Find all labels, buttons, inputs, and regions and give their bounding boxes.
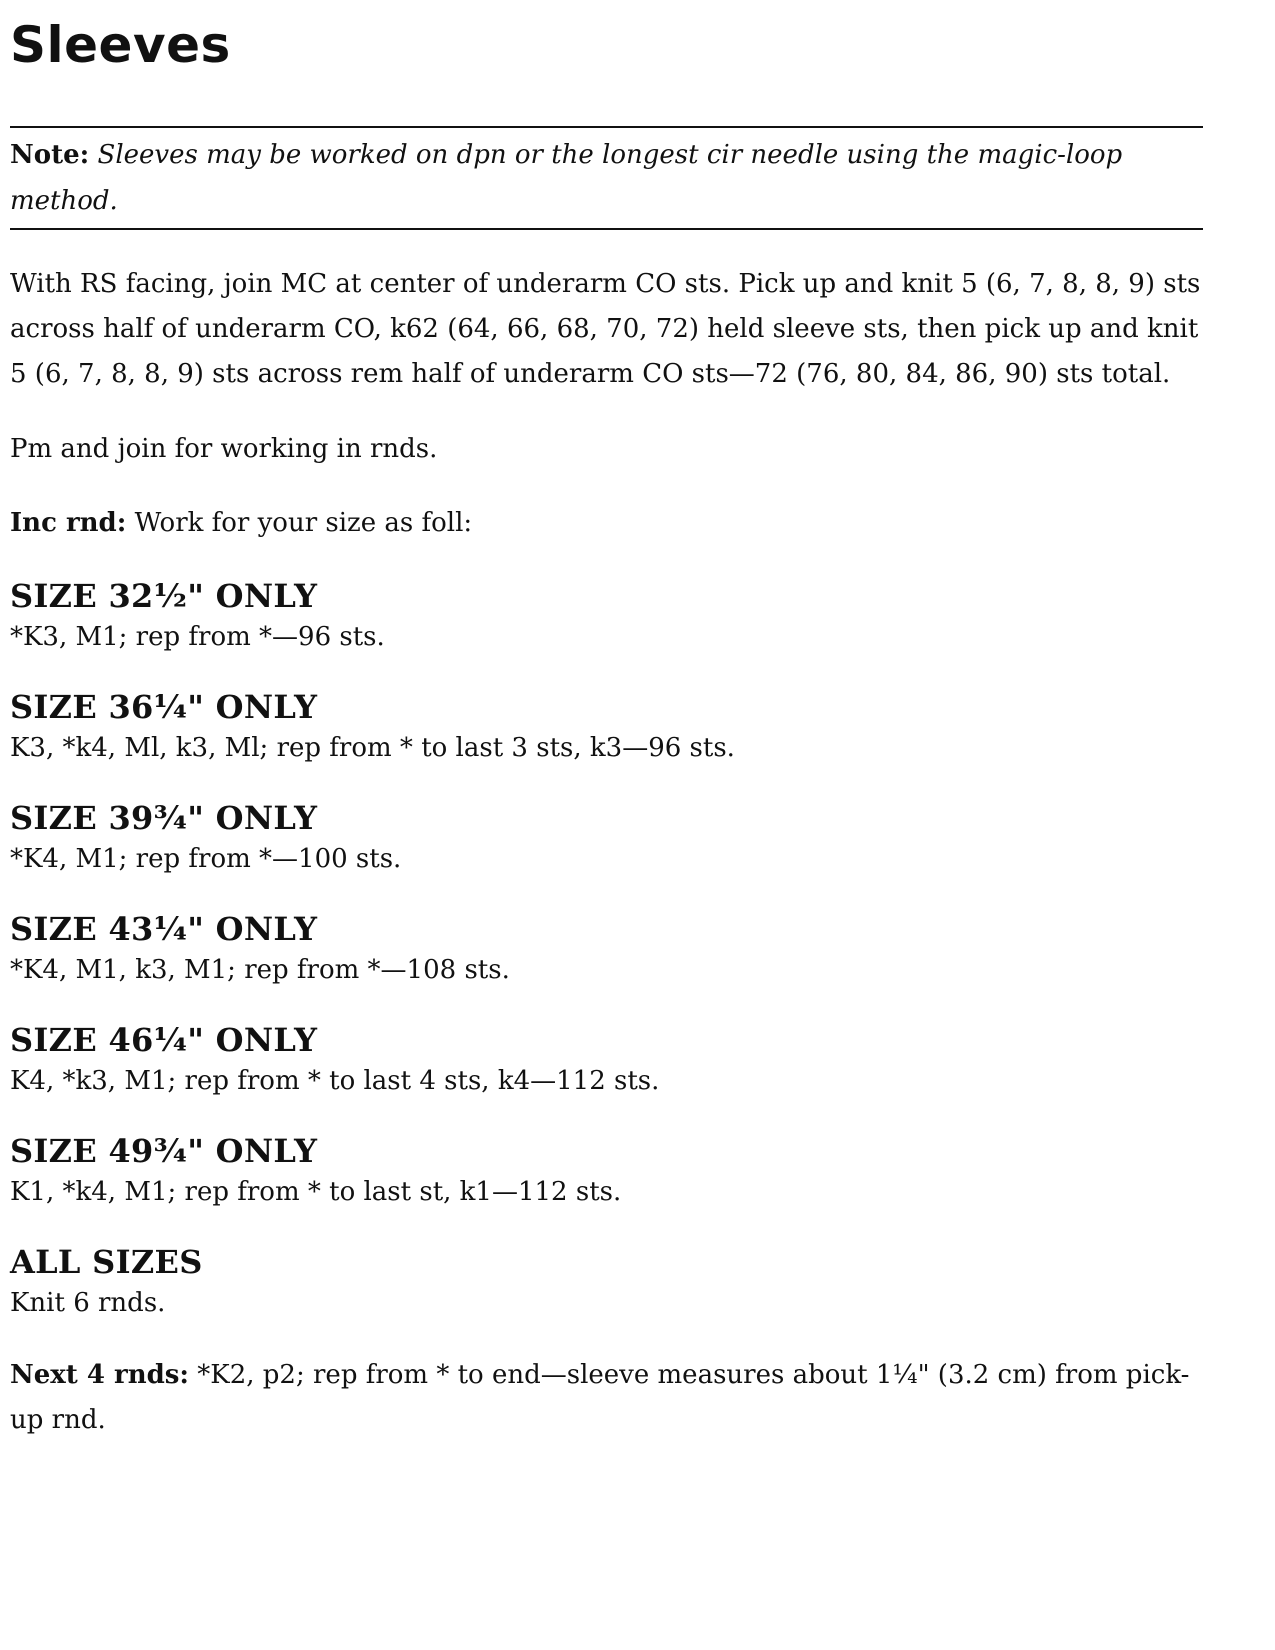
size-heading: SIZE 39¾" ONLY	[10, 799, 318, 837]
size-heading: SIZE 36¼" ONLY	[10, 688, 318, 726]
size-instruction: Knit 6 rnds.	[10, 1288, 166, 1318]
size-heading: SIZE 49¾" ONLY	[10, 1132, 318, 1170]
note-text: Sleeves may be worked on dpn or the longest cir needle using the magic-loop method.	[10, 140, 1123, 216]
size-section-49-75	[10, 1130, 1203, 1212]
next-rnds-paragraph	[10, 1353, 1203, 1443]
inc-rnd-label: Inc rnd:	[10, 508, 127, 538]
page-title: Sleeves	[10, 16, 231, 74]
note-box	[10, 126, 1203, 230]
size-heading: ALL SIZES	[10, 1243, 203, 1281]
size-section-32-5	[10, 575, 1203, 657]
size-instruction: *K3, M1; rep from *—96 sts.	[10, 622, 385, 652]
size-section-43-25	[10, 908, 1203, 990]
inc-rnd-paragraph	[10, 501, 1203, 546]
join-paragraph: Pm and join for working in rnds.	[10, 434, 438, 464]
size-instruction: K4, *k3, M1; rep from * to last 4 sts, k4—112 sts.	[10, 1066, 660, 1096]
note-label: Note:	[10, 140, 90, 170]
size-instruction: K3, *k4, Ml, k3, Ml; rep from * to last 3 sts, k3—96 sts.	[10, 733, 735, 763]
intro-paragraph: With RS facing, join MC at center of underarm CO sts. Pick up and knit 5 (6, 7, 8, 8, 9) sts across half of underarm CO, k62 (64, 66, 68, 70, 72) held sleeve sts, then pick up and knit 5 (6, 7, 8, 8, 9) sts across rem half of underarm CO sts—72 (76, 80, 84, 86, 90) sts total.	[10, 269, 1201, 389]
next-rnds-label: Next 4 rnds:	[10, 1360, 190, 1390]
next-rnds-text: *K2, p2; rep from * to end—sleeve measures about 1¼" (3.2 cm) from pick-up rnd.	[10, 1360, 1190, 1435]
size-instruction: *K4, M1, k3, M1; rep from *—108 sts.	[10, 955, 510, 985]
size-section-all-sizes	[10, 1241, 1203, 1323]
size-heading: SIZE 43¼" ONLY	[10, 910, 318, 948]
size-heading: SIZE 32½" ONLY	[10, 577, 318, 615]
size-section-36-25	[10, 686, 1203, 768]
size-section-39-75	[10, 797, 1203, 879]
size-heading: SIZE 46¼" ONLY	[10, 1021, 318, 1059]
inc-rnd-text: Work for your size as foll:	[126, 508, 473, 538]
size-section-46-25	[10, 1019, 1203, 1101]
size-instruction: *K4, M1; rep from *—100 sts.	[10, 844, 402, 874]
size-instruction: K1, *k4, M1; rep from * to last st, k1—112 sts.	[10, 1177, 622, 1207]
